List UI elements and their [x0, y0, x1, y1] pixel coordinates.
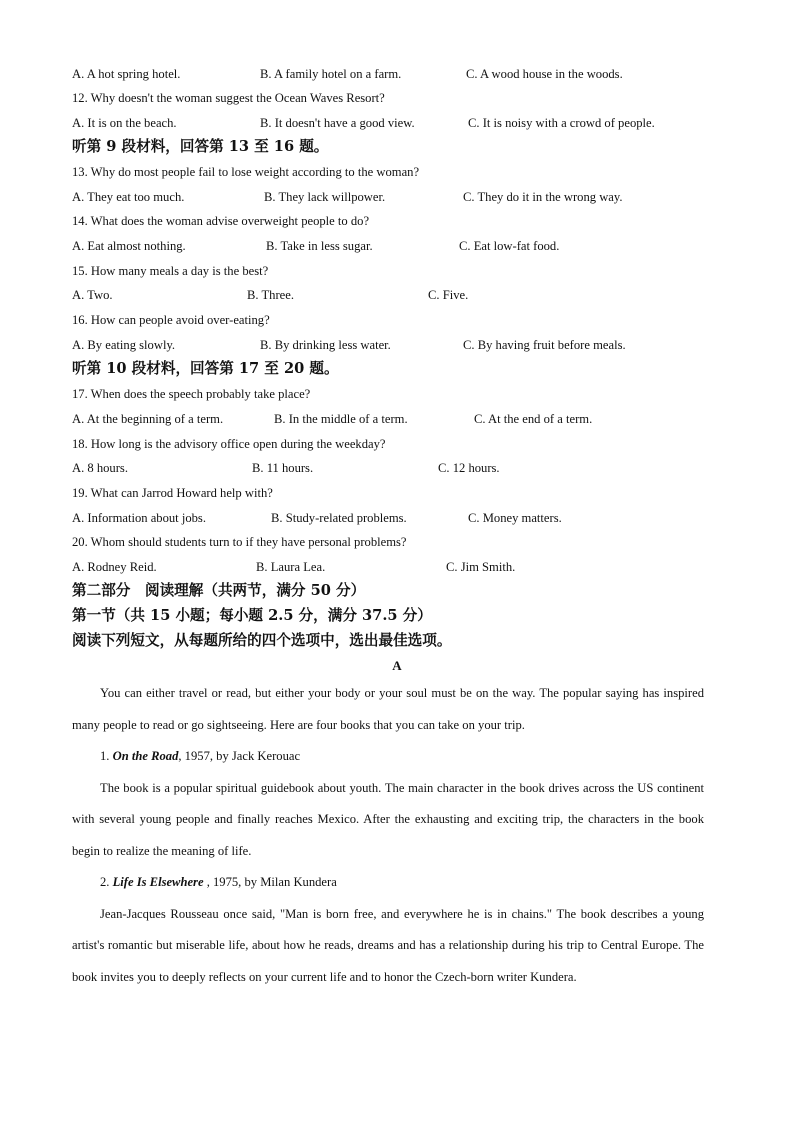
q16-option-a: A. By eating slowly. [72, 338, 176, 352]
q13-option-c: C. They do it in the wrong way. [463, 190, 623, 204]
q11-option-a: A. A hot spring hotel. [72, 67, 181, 81]
q12-option-b: B. It doesn't have a good view. [260, 116, 415, 130]
q19-option-b: B. Study-related problems. [271, 511, 407, 525]
q13-option-a: A. They eat too much. [72, 190, 185, 204]
book-2-description: Jean-Jacques Rousseau once said, "Man is born free, and everywhere he is in chains." The book describes a young artist's romantic but miserable life, about how he reads, dreams and has a relationship during his trip to Central Europe. The book invites you to deeply reflects on your current life and to honor the Czech-born writer Kundera. [72, 906, 704, 984]
q15-option-c: C. Five. [428, 288, 469, 302]
q12-option-a: A. It is on the beach. [72, 116, 177, 130]
q16-option-b: B. By drinking less water. [260, 338, 391, 352]
question-19: 19. What can Jarrod Howard help with? [72, 486, 273, 500]
book-1-number: 1. [100, 749, 113, 763]
q19-option-a: A. Information about jobs. [72, 511, 206, 525]
reading-part-title: 第二部分 阅读理解（共两节，满分 50 分） [72, 582, 366, 599]
book-2-heading [72, 867, 704, 899]
passage-body [72, 678, 704, 993]
q17-option-c: C. At the end of a term. [474, 412, 593, 426]
q19-option-c: C. Money matters. [468, 511, 562, 525]
question-14: 14. What does the woman advise overweight people to do? [72, 214, 370, 228]
passage-label: A [392, 658, 402, 673]
q20-option-c: C. Jim Smith. [446, 560, 516, 574]
book-2-title: Life Is Elsewhere [112, 875, 204, 889]
q14-option-c: C. Eat low-fat food. [459, 239, 560, 253]
question-13: 13. Why do most people fail to lose weight according to the woman? [72, 165, 420, 179]
q20-option-a: A. Rodney Reid. [72, 560, 157, 574]
question-15: 15. How many meals a day is the best? [72, 264, 269, 278]
q14-option-b: B. Take in less sugar. [266, 239, 373, 253]
q16-option-c: C. By having fruit before meals. [463, 338, 626, 352]
passage-intro: You can either travel or read, but either your body or your soul must be on the way. The popular saying has inspired many people to read or go sightseeing. Here are four books that you can take on your trip. [72, 686, 704, 732]
q11-option-c: C. A wood house in the woods. [466, 67, 623, 81]
reading-instruction: 阅读下列短文，从每题所给的四个选项中，选出最佳选项。 [72, 632, 452, 649]
q18-option-c: C. 12 hours. [438, 461, 500, 475]
q14-option-a: A. Eat almost nothing. [72, 239, 186, 253]
book-1-meta: , 1957, by Jack Kerouac [178, 749, 301, 763]
q11-option-b: B. A family hotel on a farm. [260, 67, 402, 81]
question-18: 18. How long is the advisory office open during the weekday? [72, 437, 386, 451]
q20-option-b: B. Laura Lea. [256, 560, 326, 574]
q18-option-a: A. 8 hours. [72, 461, 128, 475]
q15-option-b: B. Three. [247, 288, 294, 302]
q18-option-b: B. 11 hours. [252, 461, 314, 475]
section-9-heading: 听第 9 段材料，回答第 13 至 16 题。 [72, 138, 329, 155]
question-12: 12. Why doesn't the woman suggest the Ocean Waves Resort? [72, 91, 385, 105]
question-16: 16. How can people avoid over-eating? [72, 313, 270, 327]
section-10-heading: 听第 10 段材料，回答第 17 至 20 题。 [72, 360, 339, 377]
q15-option-a: A. Two. [72, 288, 113, 302]
book-2-meta: , 1975, by Milan Kundera [203, 875, 337, 889]
q17-option-b: B. In the middle of a term. [274, 412, 408, 426]
reading-section-title: 第一节（共 15 小题；每小题 2.5 分，满分 37.5 分） [72, 607, 432, 624]
question-20: 20. Whom should students turn to if they have personal problems? [72, 535, 407, 549]
book-2-number: 2. [100, 875, 113, 889]
book-1-title: On the Road [112, 749, 179, 763]
q13-option-b: B. They lack willpower. [264, 190, 386, 204]
q12-option-c: C. It is noisy with a crowd of people. [468, 116, 655, 130]
question-17: 17. When does the speech probably take place? [72, 387, 311, 401]
q17-option-a: A. At the beginning of a term. [72, 412, 224, 426]
book-1-description: The book is a popular spiritual guidebook about youth. The main character in the book drives across the US continent with several young people and finally reaches Mexico. After the exhausting and exciting trip, the characters in the book begin to realize the meaning of life. [72, 780, 704, 858]
book-1-heading [72, 741, 704, 773]
